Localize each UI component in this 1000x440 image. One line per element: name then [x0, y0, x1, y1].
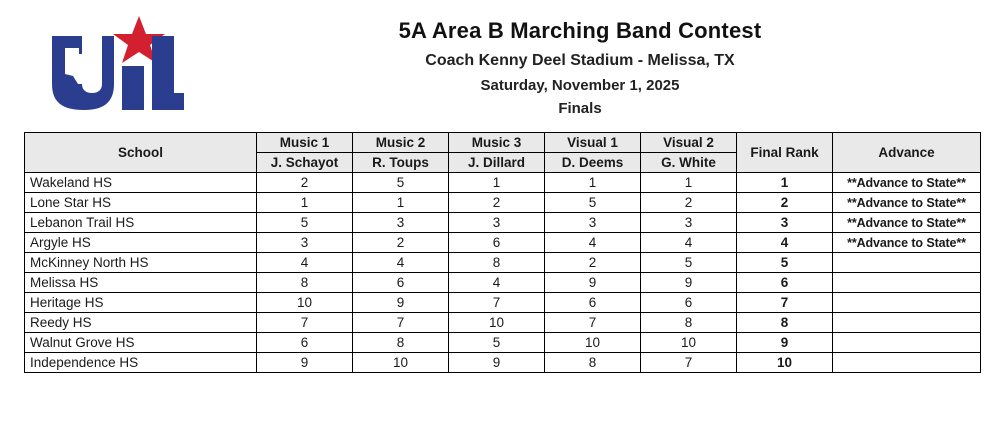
cell-final-rank: 8	[737, 313, 833, 333]
cell-music2: 6	[353, 273, 449, 293]
cell-school: Lebanon Trail HS	[25, 213, 257, 233]
cell-school: Wakeland HS	[25, 173, 257, 193]
cell-advance: **Advance to State**	[833, 233, 981, 253]
cell-visual1: 2	[545, 253, 641, 273]
cell-music3: 1	[449, 173, 545, 193]
title-block	[200, 18, 960, 117]
cell-music3: 5	[449, 333, 545, 353]
cell-music3: 8	[449, 253, 545, 273]
cell-visual1: 10	[545, 333, 641, 353]
table-row	[25, 233, 981, 253]
cell-visual1: 6	[545, 293, 641, 313]
cell-music3: 7	[449, 293, 545, 313]
column-header-music2: Music 2	[353, 133, 449, 153]
judge-music3: J. Dillard	[449, 153, 545, 173]
cell-visual1: 1	[545, 173, 641, 193]
cell-school: Heritage HS	[25, 293, 257, 313]
cell-music1: 5	[257, 213, 353, 233]
cell-advance: **Advance to State**	[833, 213, 981, 233]
cell-school: Melissa HS	[25, 273, 257, 293]
cell-school: Walnut Grove HS	[25, 333, 257, 353]
column-header-visual1: Visual 1	[545, 133, 641, 153]
column-header-music3: Music 3	[449, 133, 545, 153]
column-header-advance: Advance	[833, 133, 981, 173]
cell-advance	[833, 313, 981, 333]
cell-visual2: 9	[641, 273, 737, 293]
cell-music1: 1	[257, 193, 353, 213]
cell-music1: 4	[257, 253, 353, 273]
cell-music3: 9	[449, 353, 545, 373]
cell-final-rank: 9	[737, 333, 833, 353]
cell-music2: 3	[353, 213, 449, 233]
cell-school: Argyle HS	[25, 233, 257, 253]
table-row	[25, 313, 981, 333]
cell-final-rank: 7	[737, 293, 833, 313]
cell-visual2: 3	[641, 213, 737, 233]
document-header	[0, 0, 1000, 120]
page-title: 5A Area B Marching Band Contest	[398, 18, 762, 43]
column-header-school: School	[25, 133, 257, 173]
table-row	[25, 253, 981, 273]
judge-visual2: G. White	[641, 153, 737, 173]
cell-visual2: 6	[641, 293, 737, 313]
table-row	[25, 193, 981, 213]
cell-visual2: 2	[641, 193, 737, 213]
cell-visual2: 4	[641, 233, 737, 253]
cell-advance	[833, 273, 981, 293]
cell-school: McKinney North HS	[25, 253, 257, 273]
cell-music2: 8	[353, 333, 449, 353]
cell-school: Lone Star HS	[25, 193, 257, 213]
cell-music2: 10	[353, 353, 449, 373]
table-row	[25, 173, 981, 193]
cell-school: Reedy HS	[25, 313, 257, 333]
results-table-container	[24, 132, 976, 373]
cell-music1: 9	[257, 353, 353, 373]
venue-line: Coach Kenny Deel Stadium - Melissa, TX	[425, 52, 735, 69]
cell-final-rank: 3	[737, 213, 833, 233]
cell-visual1: 4	[545, 233, 641, 253]
cell-music3: 3	[449, 213, 545, 233]
table-body	[25, 173, 981, 373]
judge-visual1: D. Deems	[545, 153, 641, 173]
results-table	[24, 132, 981, 373]
cell-final-rank: 4	[737, 233, 833, 253]
cell-final-rank: 6	[737, 273, 833, 293]
cell-final-rank: 2	[737, 193, 833, 213]
table-row	[25, 293, 981, 313]
cell-music3: 10	[449, 313, 545, 333]
cell-advance	[833, 253, 981, 273]
cell-advance	[833, 333, 981, 353]
cell-visual2: 7	[641, 353, 737, 373]
cell-visual2: 1	[641, 173, 737, 193]
table-row	[25, 213, 981, 233]
cell-music2: 2	[353, 233, 449, 253]
cell-final-rank: 5	[737, 253, 833, 273]
cell-advance: **Advance to State**	[833, 193, 981, 213]
cell-music1: 3	[257, 233, 353, 253]
cell-visual1: 5	[545, 193, 641, 213]
cell-music1: 10	[257, 293, 353, 313]
cell-music2: 1	[353, 193, 449, 213]
cell-school: Independence HS	[25, 353, 257, 373]
cell-music2: 5	[353, 173, 449, 193]
cell-visual1: 7	[545, 313, 641, 333]
cell-music3: 6	[449, 233, 545, 253]
cell-music1: 7	[257, 313, 353, 333]
table-head	[25, 133, 981, 173]
cell-visual2: 10	[641, 333, 737, 353]
cell-advance	[833, 293, 981, 313]
cell-final-rank: 1	[737, 173, 833, 193]
judge-music2: R. Toups	[353, 153, 449, 173]
round-line: Finals	[558, 100, 602, 117]
cell-visual2: 5	[641, 253, 737, 273]
cell-music1: 6	[257, 333, 353, 353]
header-row-captions	[25, 133, 981, 153]
table-row	[25, 333, 981, 353]
table-row	[25, 353, 981, 373]
cell-music2: 9	[353, 293, 449, 313]
date-line: Saturday, November 1, 2025	[480, 77, 680, 94]
cell-music1: 8	[257, 273, 353, 293]
cell-visual1: 8	[545, 353, 641, 373]
uil-logo	[34, 14, 184, 114]
cell-visual1: 3	[545, 213, 641, 233]
cell-music2: 7	[353, 313, 449, 333]
column-header-visual2: Visual 2	[641, 133, 737, 153]
cell-music2: 4	[353, 253, 449, 273]
cell-music1: 2	[257, 173, 353, 193]
cell-visual1: 9	[545, 273, 641, 293]
cell-advance: **Advance to State**	[833, 173, 981, 193]
cell-final-rank: 10	[737, 353, 833, 373]
column-header-music1: Music 1	[257, 133, 353, 153]
cell-visual2: 8	[641, 313, 737, 333]
cell-music3: 2	[449, 193, 545, 213]
table-row	[25, 273, 981, 293]
column-header-final-rank: Final Rank	[737, 133, 833, 173]
judge-music1: J. Schayot	[257, 153, 353, 173]
cell-advance	[833, 353, 981, 373]
cell-music3: 4	[449, 273, 545, 293]
